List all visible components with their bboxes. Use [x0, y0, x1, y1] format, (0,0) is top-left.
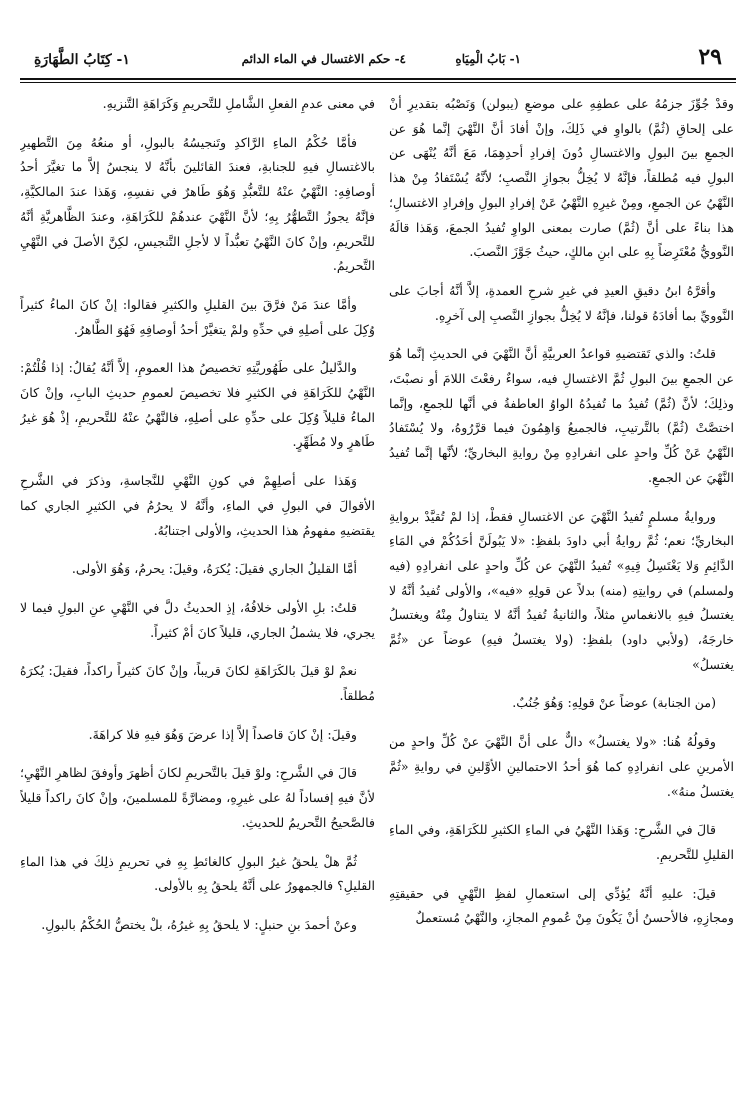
paragraph: وقولُهُ هُنا: «ولا يغتسلُ» دالٌّ على أنَّ النَّهْيَ عنْ كُلِّ واحدٍ من الأمرينِ على انفرادِهِ كما هُوَ أحدُ الاحتمالينِ الأوَّلينِ في روايةِ «ثُمَّ يغتسلُ منهُ».	[389, 734, 734, 799]
paragraph: ثُمَّ هلْ يلحقُ غيرُ البولِ كالغائطِ بِهِ في تحريمِ ذلِكَ في هذا الماءِ القليلِ؟ فالجمهورُ على أنَّهُ يلحقُ بِهِ بالأولى.	[20, 853, 375, 894]
paragraph: وَهَذا على أصلِهِمْ في كونِ النَّهْيِ للنَّجاسةِ، وذكرَ في الشَّرحِ الأقوالَ في البولِ في الماءِ، وأنَّهُ لا يحرُمُ في الكثيرِ الجاري كما يقتضيهِ مفهومُ هذا الحديثِ، والأولى اجتنابُهُ.	[20, 473, 375, 538]
paragraph: وروايةُ مسلمٍ تُفيدُ النَّهْيَ عن الاغتسالِ فقطْ، إذا لمْ تُقيَّدْ بروايةِ البخاريِّ؛ نعم؛ ثُمَّ روايةُ أبي داودَ بلفظِ: «لا يَبُولَنَّ أحَدُكُمْ في المَاءِ الدَّائِمِ وَلا يَغْتَسِلُ فِيهِ» تُفيدُ النَّهْيَ عن كُلِّ واحدٍ على انفرادِهِ (فيه ولمسلم) في روايتِهِ (منه) بدلاً عن قولِهِ «فيه»، والأولى تُفيدُ أنَّهُ لا يغتسلُ فيهِ بالانغماسِ مثلاً، والثانيةُ تُفيدُ أنَّهُ لا يتناولُ مِنْهُ ويغتسلُ خارجَهُ، (ولأبي داود) بلفظِ: (ولا يغتسلُ فيهِ) عوضاً عن «ثُمَّ يغتسلُ»	[389, 508, 734, 672]
left-text-column	[20, 92, 375, 1092]
page-number: ٢٩	[698, 44, 722, 70]
paragraph: وأقرَّهُ ابنُ دقيقِ العيدِ في غيرِ شرحِ العمدةِ، إلاَّ أنَّهُ أجابَ على النَّوويِّ بما أفادَهُ قولنا، فإنَّهُ لا يُخِلُّ بجوازِ النَّصبِ إلى آخرِهِ.	[389, 282, 734, 323]
paragraph: والدَّليلُ على طَهُوريَّتِهِ تخصيصُ هذا العمومِ، إلاَّ أنَّهُ يُقالُ: إذا قُلْتُمْ: النَّهْيُ للكَرَاهَةِ في الكثيرِ فلا تخصيصَ لعمومِ حديثِ البابِ، وإنْ كانَ الماءُ قليلاً وُكِلَ على حدِّهِ على أصلِهِ، فالنَّهْيُ عنْهُ للتَّحريمِ، إذْ هُوَ غيرُ طَاهرٍ ولا مُطَهِّرٍ.	[20, 360, 375, 450]
paragraph: وأمَّا عندَ مَنْ فرَّقَ بينَ القليلِ والكثيرِ فقالوا: إنْ كانَ الماءُ كثيراً وُكِلَ على أصلِهِ في حدِّهِ ولمْ يتغيَّرْ أحدُ أوصافِهِ فَهُوَ الطَّاهرُ.	[20, 296, 375, 337]
paragraph: قلتُ: بلِ الأولى خلافُهُ، إذِ الحديثُ دلَّ في النَّهْيِ عنِ البولِ فيما لا يجري، فلا يشملُ الجاري، قليلاً كانَ أمْ كثيراً.	[20, 599, 375, 640]
paragraph: وعنْ أحمدَ بنِ حنبلٍ: لا يلحقُ بِهِ غيرُهُ، بلْ يختصُّ الحُكْمُ بالبولِ.	[41, 916, 357, 932]
paragraph: فأمَّا حُكْمُ الماءِ الرَّاكدِ وتَنجيسُهُ بالبولِ، أو منعُهُ مِنَ التَّطهيرِ بالاغتسالِ فيهِ للجنابةِ، فعندَ القائلينَ بأنَّهُ لا ينجسُ إلاَّ ما تغيَّرَ أحدُ أوصافِهِ: النَّهْيُ عنْهُ للتَّعبُّدِ وَهُوَ طَاهرٌ في نفسِهِ، وَهَذا عندَ المالكيَّةِ، فإنَّهُ يجوزُ التَّطهُّرُ بِهِ؛ لأنَّ النَّهْيَ عندهُمْ للكَرَاهَةِ، وعندَ الظَّاهريَّةِ أنَّهُ للتَّحريمِ، وإنْ كانَ النَّهْيُ تعبُّداً لا لأجلِ التَّنجيسِ، لكِنَّ الأصلَ في النَّهْيِ التَّحريمُ.	[20, 134, 375, 274]
paragraph: وقيلَ: إنْ كانَ قاصداً إلاَّ إذا عرضَ وَهُوَ فيهِ فلا كراهَةَ.	[88, 726, 357, 742]
section-title: ٤- حكم الاغتسال في الماء الدائم	[241, 52, 406, 66]
paragraph: نعمْ لوْ قيلَ بالكَرَاهَةِ لكانَ قريباً، وإنْ كانَ كثيراً راكداً، فقيلَ: يُكرَهُ مُطلقاً.	[20, 663, 375, 704]
paragraph: في معنى عدمِ الفعلِ الشَّاملِ للتَّحريمِ وَكَرَاهَةِ التَّنزيهِ.	[102, 96, 375, 111]
paragraph: قالَ في الشَّرحِ: ولوْ قيلَ بالتَّحريمِ لكانَ أظهرَ وأوفقَ لظاهرِ النَّهْيِ؛ لأنَّ فيهِ إفساداً لهُ على غيرِهِ، ومضارَّةً للمسلمينَ، وإنْ كانَ راكداً قليلاً فالصَّحيحُ التَّحريمُ للحديثِ.	[20, 765, 375, 830]
chapter-title: ١- بَابُ الْمِيَاهِ	[455, 52, 521, 66]
book-title: ١- كِتَابُ الطَّهَارَةِ	[34, 52, 130, 68]
paragraph: (من الجنابة) عوضاً عنْ قولِهِ: وَهُوَ جُنُبٌ.	[512, 695, 716, 711]
paragraph: وقدْ جُوِّزَ جزمُهُ على عطفِهِ على موضعِ (يبولن) وَنَصْبُه بتقديرِ أنْ على إلحاقِ (ثُمَّ) بالواوِ في ذَلِكَ، وإنْ أفادَ أنَّ النَّهْيَ إنَّما هُوَ عن الجمعِ بينَ البولِ والاغتسالِ دُونَ إفرادِ أحدِهِمَا، مَعَ أنَّهُ يُنْهَى عن البولِ فيه مُطلقاً، فإنَّهُ لا يُخِلُّ بجوازِ النَّصبِ؛ لأنَّهُ يُسْتَفادُ مِنْ هذا النَّهْيُ عن الجمعِ، ومِنْ غيرِهِ النَّهْيُ عَنْ إفرادِ البولِ وإفرادِ الاغتسالِ؛ هذا بناءً على أنَّ (ثُمَّ) صارت بمعنى الواوِ تُفيدُ الجمعَ، وَهَذا قالَهُ النَّوويُّ مُعْتَرِضاً بِهِ على ابنِ مالكٍ، حيثُ جَوَّزَ النَّصبَ.	[389, 96, 734, 260]
right-text-column	[389, 92, 734, 1092]
paragraph: أمَّا القليلُ الجاري فقيلَ: يُكرَهُ، وقيلَ: يحرمُ، وَهُوَ الأولى.	[71, 561, 357, 577]
paragraph: قالَ في الشَّرحِ: وَهَذا النَّهْيُ في الماءِ الكثيرِ للكَرَاهَةِ، وفي الماءِ القليلِ للتَّحريمِ.	[389, 822, 734, 862]
header-rule	[20, 82, 736, 83]
paragraph: قيلَ: عليهِ أنَّهُ يُؤدِّي إلى استعمالِ لفظِ النَّهْيِ في حقيقتِهِ ومجازِهِ، فالأحسنُ أنْ يَكُونَ مِنْ عُمومِ المجازِ، والنَّهْيُ مُستعملٌ	[389, 885, 734, 926]
header-rule	[20, 78, 736, 80]
paragraph: قلتُ: والذي تَقتضيهِ قواعدُ العربيَّةِ أنَّ النَّهْيَ في الحديثِ إنَّما هُوَ عن الجمعِ بينَ البولِ ثُمَّ الاغتسالِ فيه، سواءٌ رفعْتَ اللامَ أو نصبْتَ، وذلِكَ؛ لأنَّ (ثُمَّ) تُفيدُ ما تُفيدُهُ الواوُ العاطفةُ في أنَّها للجمعِ، وإنَّما اختصَّتْ (ثُمَّ) بالتَّرتيبِ، فالجميعُ وَاهِمُونَ فيما قرَّرُوهُ، ولا يُسْتَفادُ النَّهْيُ عَنْ كُلِّ واحدٍ على انفرادِهِ مِنْ روايةِ البخاريِّ؛ لأنَّها إنَّما تُفيدُ النَّهْيَ عن الجمعِ.	[389, 346, 734, 485]
page-header	[20, 40, 736, 80]
